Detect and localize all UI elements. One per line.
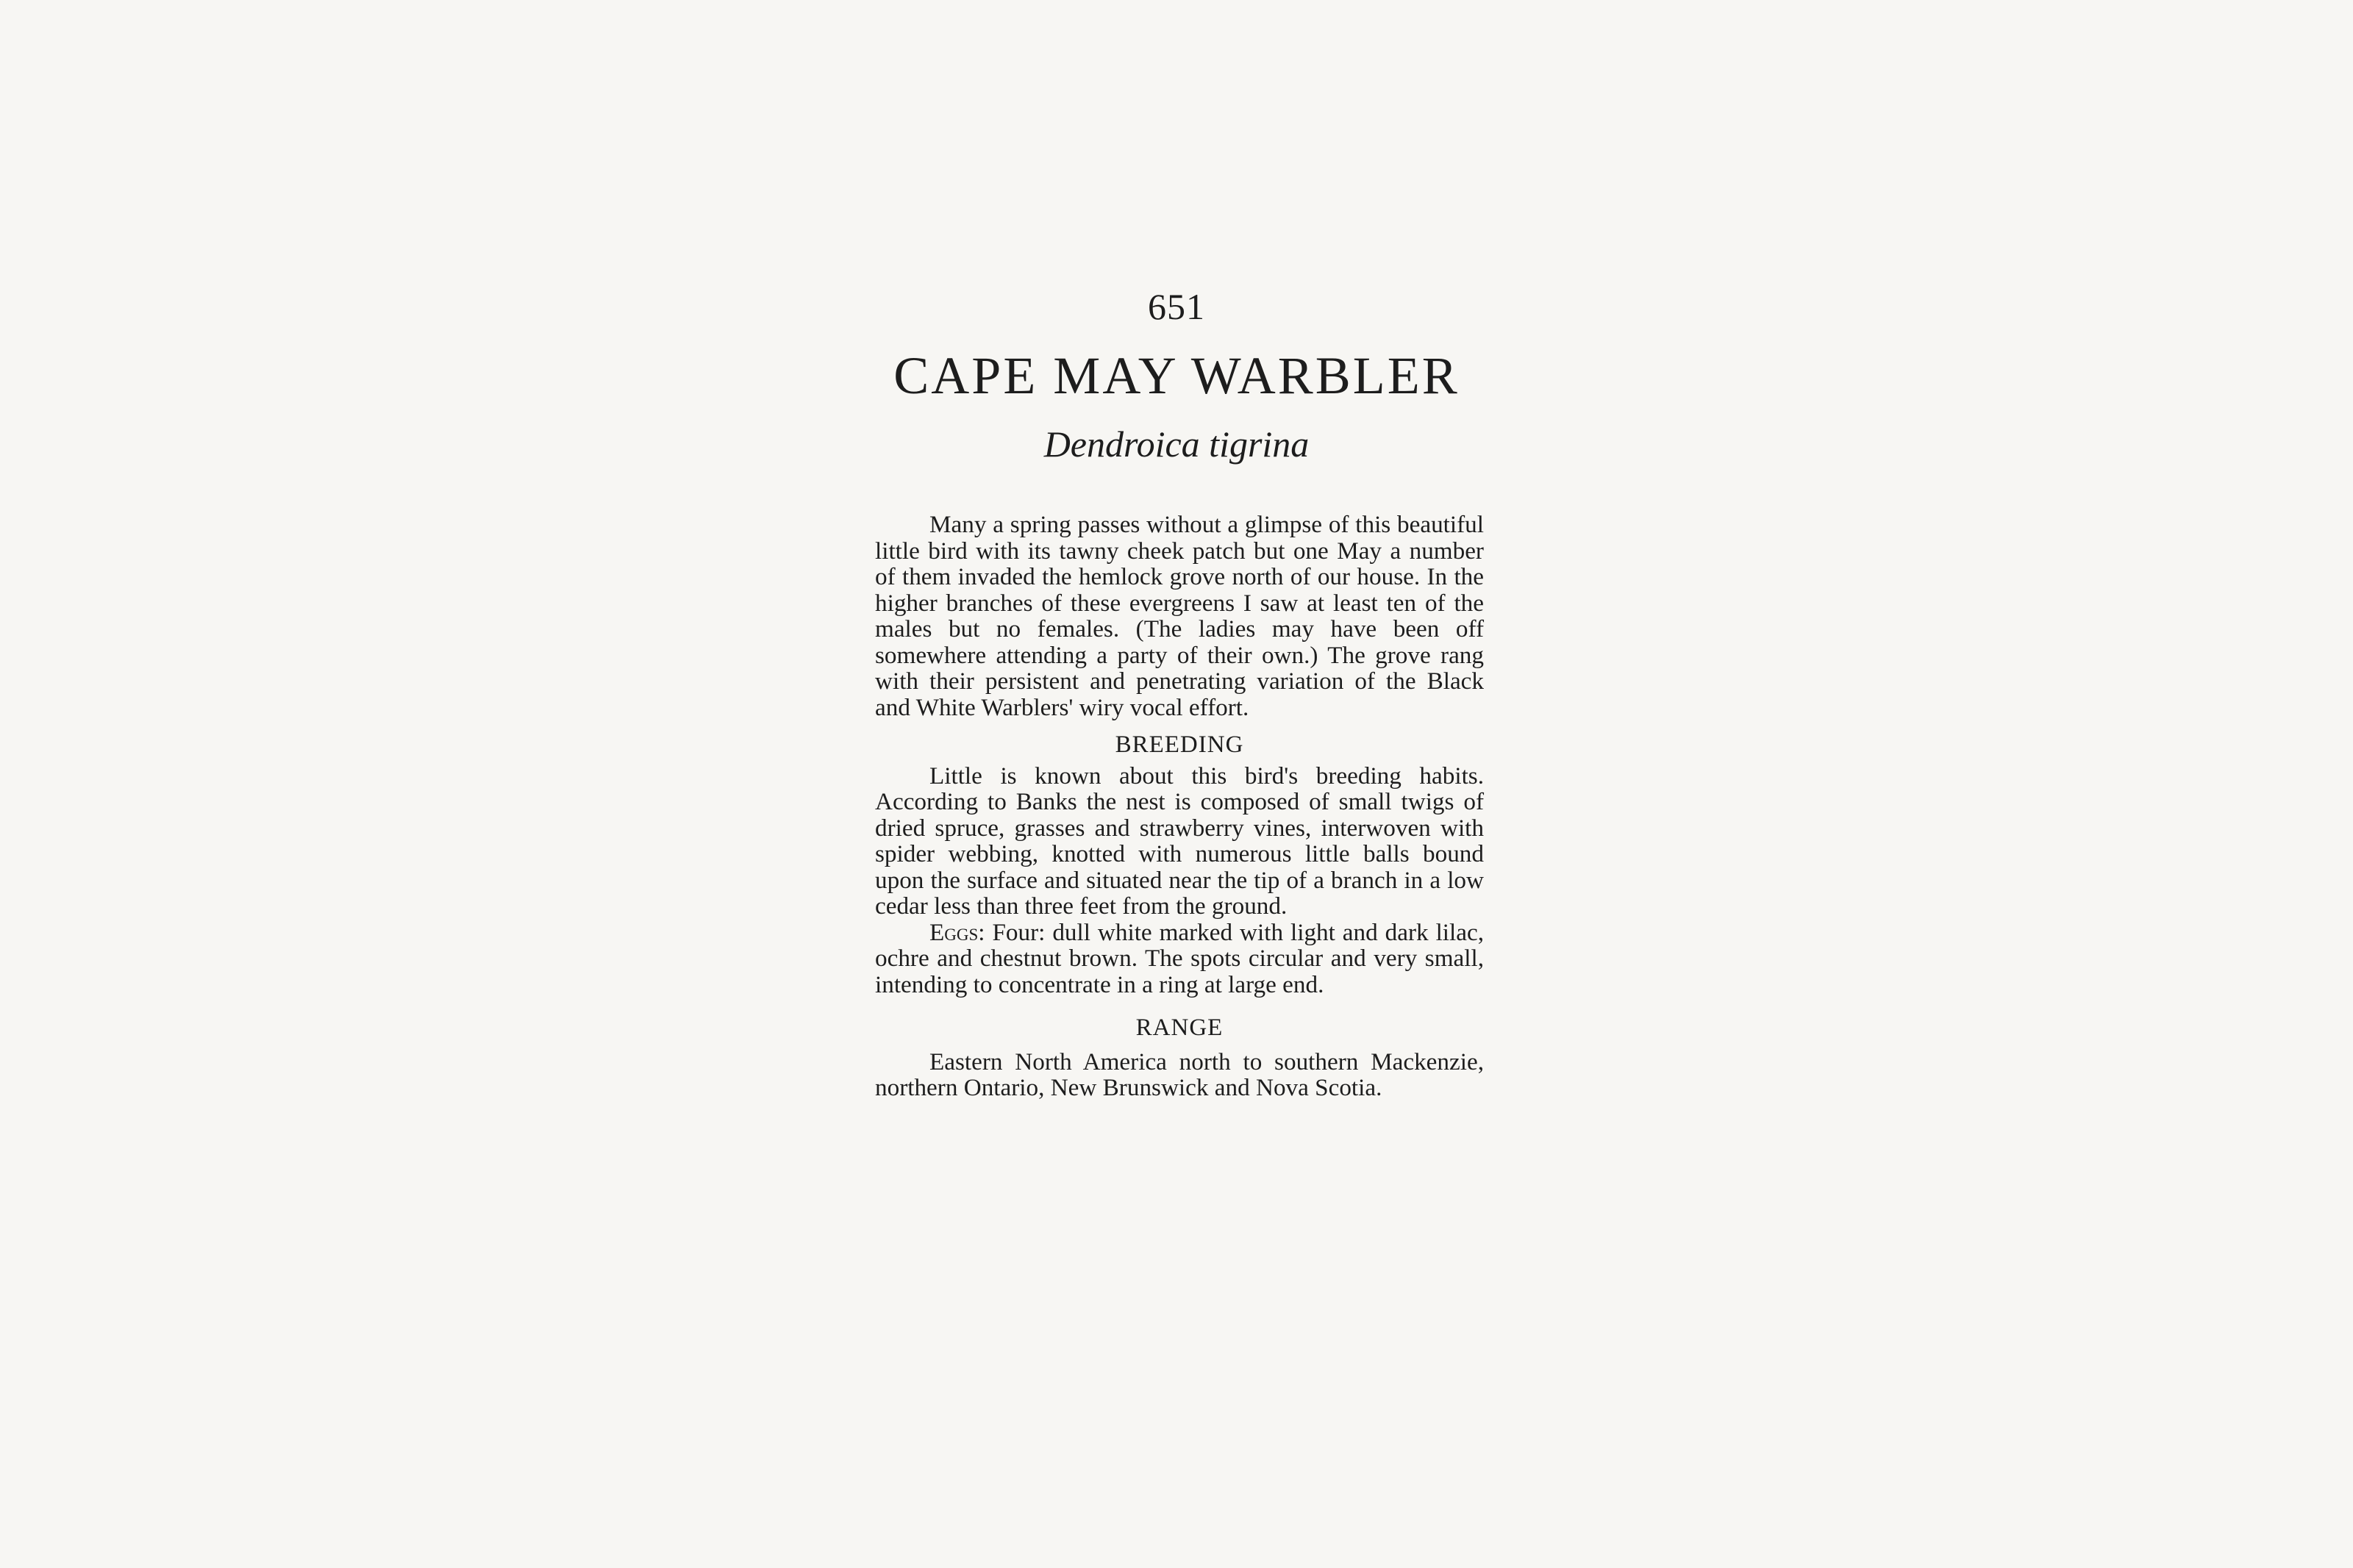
species-title: CAPE MAY WARBLER	[893, 346, 1460, 405]
page-number: 651	[1148, 286, 1205, 327]
range-heading: RANGE	[1135, 1014, 1224, 1041]
scientific-name: Dendroica tigrina	[1043, 423, 1310, 465]
breeding-heading: BREEDING	[1115, 731, 1244, 758]
eggs-paragraph	[875, 920, 1484, 998]
eggs-text: : Four: dull white marked with light and dark lilac, ochre and chestnut brown. The spots circular and very small, intending to concentrate in a ring at large end.	[875, 918, 1484, 998]
intro-paragraph: Many a spring passes without a glimpse of this beautiful little bird with its tawny cheek patch but one May a number of them invaded the hemlock grove north of our house. In the higher branches of these evergreens I saw at least ten of the males but no females. (The ladies may have been off somewhere attending a party of their own.) The grove rang with their persistent and penetrating variation of the Black and White Warblers' wiry vocal effort.	[875, 511, 1484, 721]
eggs-label: Eggs	[929, 918, 979, 946]
breeding-paragraph: Little is known about this bird's breeding habits. According to Banks the nest is composed of small twigs of dried spruce, grasses and strawberry vines, interwoven with spider webbing, knotted with numerous little balls bound upon the surface and situated near the tip of a branch in a low cedar less than three feet from the ground.	[875, 762, 1484, 920]
text-column	[875, 512, 1484, 1101]
range-paragraph: Eastern North America north to southern Mackenzie, northern Ontario, New Brunswick and Nova Scotia.	[875, 1048, 1484, 1101]
